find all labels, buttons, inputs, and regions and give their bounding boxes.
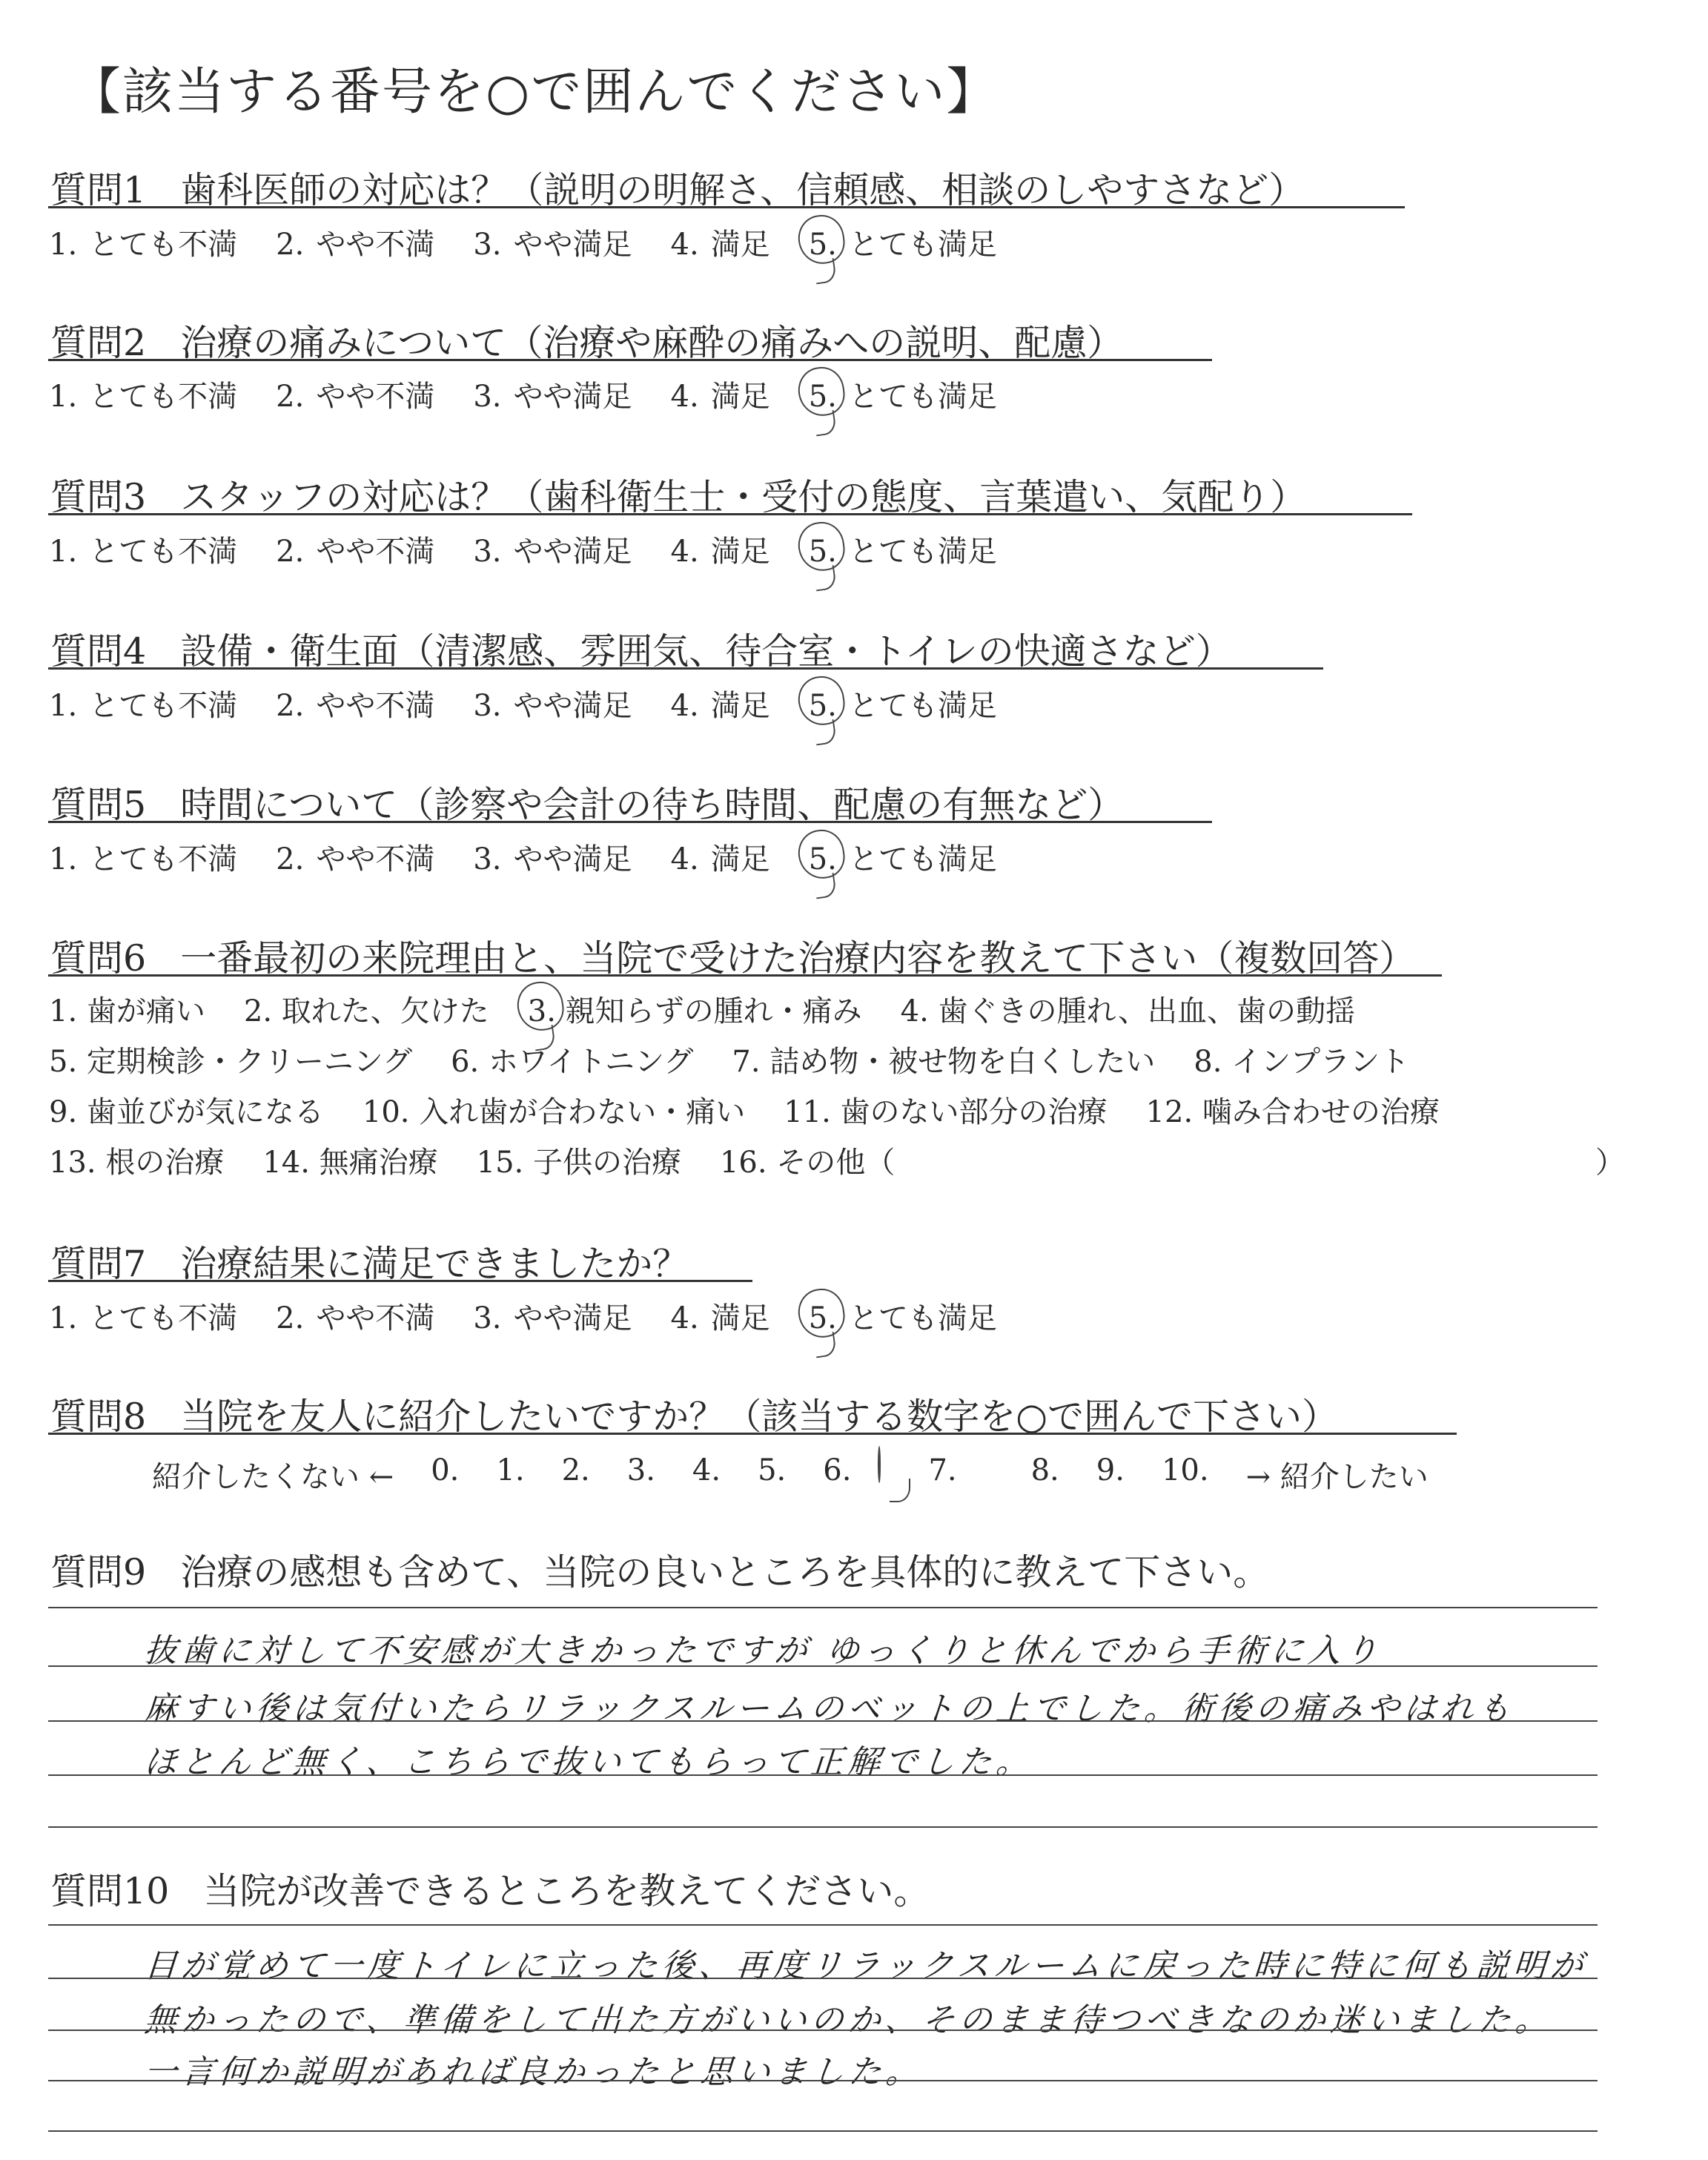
q6-option-12[interactable]: 12. 噛み合わせの治療: [1145, 1095, 1440, 1129]
q6-option-11[interactable]: 11. 歯のない部分の治療: [784, 1095, 1108, 1129]
question-3-text: スタッフの対応は？（歯科衛生士・受付の態度、言葉遣い、気配り）: [180, 476, 1307, 518]
question-2-number: 質問2: [50, 322, 147, 364]
question-4-underline: [48, 667, 1323, 670]
question-4-number: 質問4: [50, 630, 147, 673]
q6-option-9[interactable]: 9. 歯並びが気になる: [49, 1095, 324, 1129]
question-6-row-3: [49, 1089, 1478, 1131]
q2-option-1[interactable]: 1. とても不満: [49, 380, 238, 414]
q5-option-4[interactable]: 4. 満足: [670, 842, 770, 876]
question-5-text: 時間について（診察や会計の待ち時間、配慮の有無など）: [180, 784, 1125, 826]
q4-option-3[interactable]: 3. やや満足: [473, 689, 632, 723]
q4-option-1[interactable]: 1. とても不満: [49, 689, 238, 723]
page-title: 【該当する番号を○で囲んでください】: [70, 63, 999, 122]
q5-option-2[interactable]: 2. やや不満: [276, 842, 435, 876]
selection-circle: [795, 673, 847, 728]
q6-option-15[interactable]: 15. 子供の治療: [476, 1146, 681, 1180]
q3-option-5[interactable]: 5. とても満足: [809, 528, 997, 570]
question-6-underline: [48, 974, 1442, 977]
selection-circle: [795, 1286, 847, 1341]
question-7-underline: [48, 1280, 752, 1282]
scale-option-8[interactable]: 8.: [1030, 1453, 1059, 1487]
question-3-options: [49, 528, 1036, 570]
scale-option-4[interactable]: 4.: [692, 1453, 721, 1487]
question-6-row-1: [49, 988, 1394, 1030]
q6-option-2[interactable]: 2. 取れた、欠けた: [243, 994, 489, 1028]
q3-option-3[interactable]: 3. やや満足: [473, 535, 632, 569]
q6-other-close-paren: ）: [1595, 1146, 1625, 1180]
question-4-options: [49, 682, 1036, 724]
q6-option-1[interactable]: 1. 歯が痛い: [49, 994, 205, 1028]
question-10-text: 当院が改善できるところを教えてください。: [203, 1870, 930, 1912]
answer-line: [48, 1978, 1598, 1979]
q2-option-2[interactable]: 2. やや不満: [276, 380, 435, 414]
q6-option-7[interactable]: 7. 詰め物・被せ物を白くしたい: [732, 1045, 1156, 1079]
question-10-number: 質問10: [50, 1870, 170, 1912]
question-6-text: 一番最初の来院理由と、当院で受けた治療内容を教えて下さい（複数回答）: [180, 937, 1416, 980]
q4-option-5[interactable]: 5. とても満足: [809, 682, 997, 724]
answer-line: [48, 1665, 1598, 1667]
scale-option-1[interactable]: 1.: [496, 1453, 525, 1487]
q7-option-2[interactable]: 2. やや不満: [276, 1301, 435, 1335]
question-4-text: 設備・衛生面（清潔感、雰囲気、待合室・トイレの快適さなど）: [180, 630, 1232, 673]
answer-line: [48, 2130, 1598, 2132]
question-8-number: 質問8: [50, 1396, 147, 1438]
question-6-row-2: [49, 1038, 1448, 1080]
q9-answer-line-1[interactable]: 抜歯に対して不安感が大きかったですが ゆっくりと休んでから手術に入り: [142, 1632, 1384, 1670]
question-7-text: 治療結果に満足できましたか？: [180, 1243, 689, 1285]
answer-line: [48, 1720, 1598, 1722]
question-1-text: 歯科医師の対応は？（説明の明解さ、信頼感、相談のしやすさなど）: [180, 169, 1305, 211]
q2-option-3[interactable]: 3. やや満足: [473, 380, 632, 414]
scale-option-3[interactable]: 3.: [626, 1453, 655, 1487]
scale-option-10[interactable]: 10.: [1161, 1453, 1209, 1487]
q6-option-6[interactable]: 6. ホワイトニング: [451, 1045, 694, 1079]
selection-circle: [795, 212, 847, 267]
q10-answer-line-3[interactable]: 一言何か説明があれば良かったと思いました。: [142, 2053, 924, 2091]
q5-option-5[interactable]: 5. とても満足: [809, 836, 997, 878]
q9-answer-line-2[interactable]: 麻すい後は気付いたらリラックスルームのベットの上でした。術後の痛みやはれも: [142, 1690, 1517, 1728]
q3-option-2[interactable]: 2. やや不満: [276, 535, 435, 569]
question-2-options: [49, 373, 1036, 415]
scale-option-7[interactable]: 7.: [888, 1453, 993, 1496]
scale-option-5[interactable]: 5.: [758, 1453, 787, 1487]
q6-option-4[interactable]: 4. 歯ぐきの腫れ、出血、歯の動揺: [900, 994, 1355, 1028]
question-9-title: [50, 1544, 1269, 1596]
answer-line: [48, 2080, 1598, 2081]
q3-option-1[interactable]: 1. とても不満: [49, 535, 238, 569]
question-3-number: 質問3: [50, 476, 147, 518]
question-8-text: 当院を友人に紹介したいですか？（該当する数字を○で囲んで下さい）: [180, 1396, 1338, 1438]
q6-option-3[interactable]: 3. 親知らずの腫れ・痛み: [528, 988, 862, 1030]
question-6-number: 質問6: [50, 937, 147, 980]
question-5-number: 質問5: [50, 784, 147, 826]
question-1-number: 質問1: [50, 169, 147, 211]
scale-right-label: → 紹介したい: [1245, 1460, 1429, 1494]
q6-option-10[interactable]: 10. 入れ歯が合わない・痛い: [362, 1095, 746, 1129]
q2-option-5[interactable]: 5. とても満足: [809, 373, 997, 415]
scale-option-9[interactable]: 9.: [1096, 1453, 1125, 1487]
q10-answer-line-1[interactable]: 目が覚めて一度トイレに立った後、再度リラックスルームに戻った時に特に何も説明が: [142, 1947, 1589, 1985]
scale-option-0[interactable]: 0.: [431, 1453, 460, 1487]
answer-line: [48, 1826, 1598, 1828]
answer-line: [48, 1924, 1598, 1926]
scale-left-label: 紹介したくない ←: [152, 1460, 394, 1494]
q1-option-1[interactable]: 1. とても不満: [49, 228, 238, 262]
selection-circle: [878, 1446, 881, 1483]
question-8-underline: [48, 1433, 1457, 1435]
q6-option-5[interactable]: 5. 定期検診・クリーニング: [49, 1045, 413, 1079]
q10-answer-line-2[interactable]: 無かったので、準備をして出た方がいいのか、そのまま待つべきなのか迷いました。: [142, 2001, 1554, 2039]
question-1-options: [49, 221, 1036, 263]
q1-option-5[interactable]: 5. とても満足: [809, 221, 997, 263]
question-2-underline: [48, 359, 1212, 361]
question-1-underline: [48, 206, 1405, 208]
q1-option-2[interactable]: 2. やや不満: [276, 228, 435, 262]
scale-option-2[interactable]: 2.: [561, 1453, 590, 1487]
question-9-text: 治療の感想も含めて、当院の良いところを具体的に教えて下さい。: [180, 1551, 1270, 1593]
answer-line: [48, 1774, 1598, 1776]
question-5-underline: [48, 821, 1212, 823]
selection-circle: [795, 364, 847, 419]
question-6-row-4: [49, 1139, 933, 1181]
question-7-number: 質問7: [50, 1243, 147, 1285]
q6-option-8[interactable]: 8. インプラント: [1194, 1045, 1410, 1079]
question-9-number: 質問9: [50, 1551, 147, 1593]
q7-option-1[interactable]: 1. とても不満: [49, 1301, 238, 1335]
scale-option-6[interactable]: 6.: [823, 1453, 852, 1487]
q6-option-14[interactable]: 14. 無痛治療: [262, 1146, 438, 1180]
answer-line: [48, 2029, 1598, 2031]
q6-option-16[interactable]: 16. その他（: [719, 1146, 896, 1180]
q5-option-3[interactable]: 3. やや満足: [473, 842, 632, 876]
selection-circle: [795, 519, 847, 574]
selection-circle: [795, 827, 847, 882]
answer-line: [48, 1607, 1598, 1608]
q2-option-4[interactable]: 4. 満足: [670, 380, 770, 414]
q5-option-1[interactable]: 1. とても不満: [49, 842, 238, 876]
q3-option-4[interactable]: 4. 満足: [670, 535, 770, 569]
question-10-title: [50, 1863, 930, 1915]
question-5-options: [49, 836, 1036, 878]
q7-option-3[interactable]: 3. やや満足: [473, 1301, 632, 1335]
question-3-underline: [48, 513, 1412, 515]
q6-option-13[interactable]: 13. 根の治療: [49, 1146, 225, 1180]
recommend-scale: [152, 1453, 1466, 1496]
q1-option-3[interactable]: 3. やや満足: [473, 228, 632, 262]
question-2-text: 治療の痛みについて（治療や麻酔の痛みへの説明、配慮）: [180, 322, 1124, 364]
q9-answer-line-3[interactable]: ほとんど無く、こちらで抜いてもらって正解でした。: [142, 1743, 1035, 1781]
q4-option-4[interactable]: 4. 満足: [670, 689, 770, 723]
q1-option-4[interactable]: 4. 満足: [670, 228, 770, 262]
question-7-options: [49, 1295, 1036, 1337]
q7-option-5[interactable]: 5. とても満足: [809, 1295, 997, 1337]
q7-option-4[interactable]: 4. 満足: [670, 1301, 770, 1335]
q4-option-2[interactable]: 2. やや不満: [276, 689, 435, 723]
